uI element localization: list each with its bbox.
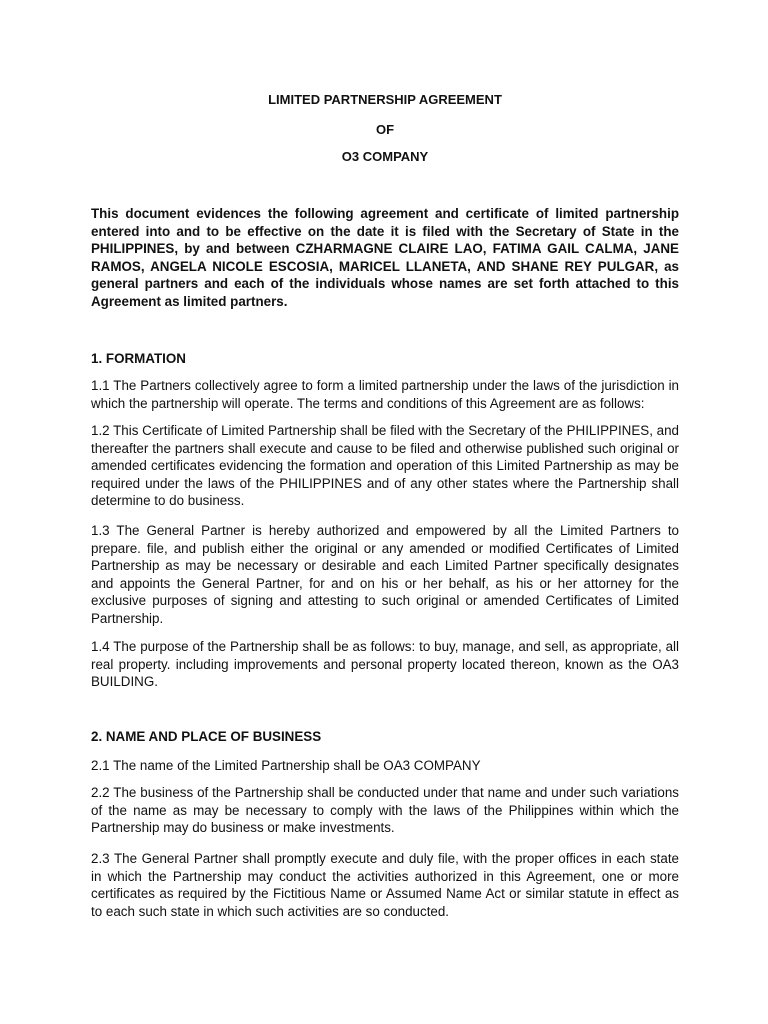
document-title: LIMITED PARTNERSHIP AGREEMENT xyxy=(268,92,502,107)
intro-paragraph: This document evidences the following agreement and certificate of limited partnership entered into and to be effective on the date it is filed with the Secretary of State in the PHILIPPINES, by and between CZHARMAGNE CLAIRE LAO, FATIMA GAIL CALMA, JANE RAMOS, ANGELA NICOLE ESCOSIA, MARICEL LLANETA, AND SHANE REY PULGAR, as general partners and each of the individuals whose names are set forth attached to this Agreement as limited partners. xyxy=(91,206,679,309)
clause-1-2: 1.2 This Certificate of Limited Partnership shall be filed with the Secretary of the PHILIPPINES, and thereafter the partners shall execute and cause to be filed and otherwise published such original or amended certificates evidencing the formation and operation of this Limited Partnership as may be required under the laws of the PHILIPPINES and of any other states where the Partnership shall determine to do business. xyxy=(91,423,679,509)
clause-2-2: 2.2 The business of the Partnership shall be conducted under that name and under such variations of the name as may be necessary to comply with the laws of the Philippines within which the Partnership may do business or make investments. xyxy=(91,785,679,836)
company-name: O3 COMPANY xyxy=(341,149,429,164)
clause-1-4: 1.4 The purpose of the Partnership shall be as follows: to buy, manage, and sell, as appropriate, all real property. including improvements and personal property located thereon, known as the OA3 BUILDING. xyxy=(91,639,679,690)
clause-1-3: 1.3 The General Partner is hereby authorized and empowered by all the Limited Partners to prepare. file, and publish either the original or any amended or modified Certificates of Limited Partnership as may be necessary or desirable and each Limited Partner specifically designates and appoints the General Partner, for and on his or her behalf, as his or her attorney for the exclusive purposes of signing and attesting to such original or amended Certificates of Limited Partnership. xyxy=(91,523,679,626)
clause-2-3: 2.3 The General Partner shall promptly execute and duly file, with the proper offices in each state in which the Partnership may conduct the activities authorized in this Agreement, one or more certificates as required by the Fictitious Name or Assumed Name Act or similar statute in effect as to each such state in which such activities are so conducted. xyxy=(91,851,679,919)
clause-1-1: 1.1 The Partners collectively agree to form a limited partnership under the laws of the jurisdiction in which the partnership will operate. The terms and conditions of this Agreement are as follows: xyxy=(91,378,679,411)
section-heading-name-and-place: 2. NAME AND PLACE OF BUSINESS xyxy=(91,729,322,744)
clause-2-1: 2.1 The name of the Limited Partnership shall be OA3 COMPANY xyxy=(91,758,481,773)
section-heading-formation: 1. FORMATION xyxy=(91,351,186,366)
document-title-of: OF xyxy=(375,122,395,137)
